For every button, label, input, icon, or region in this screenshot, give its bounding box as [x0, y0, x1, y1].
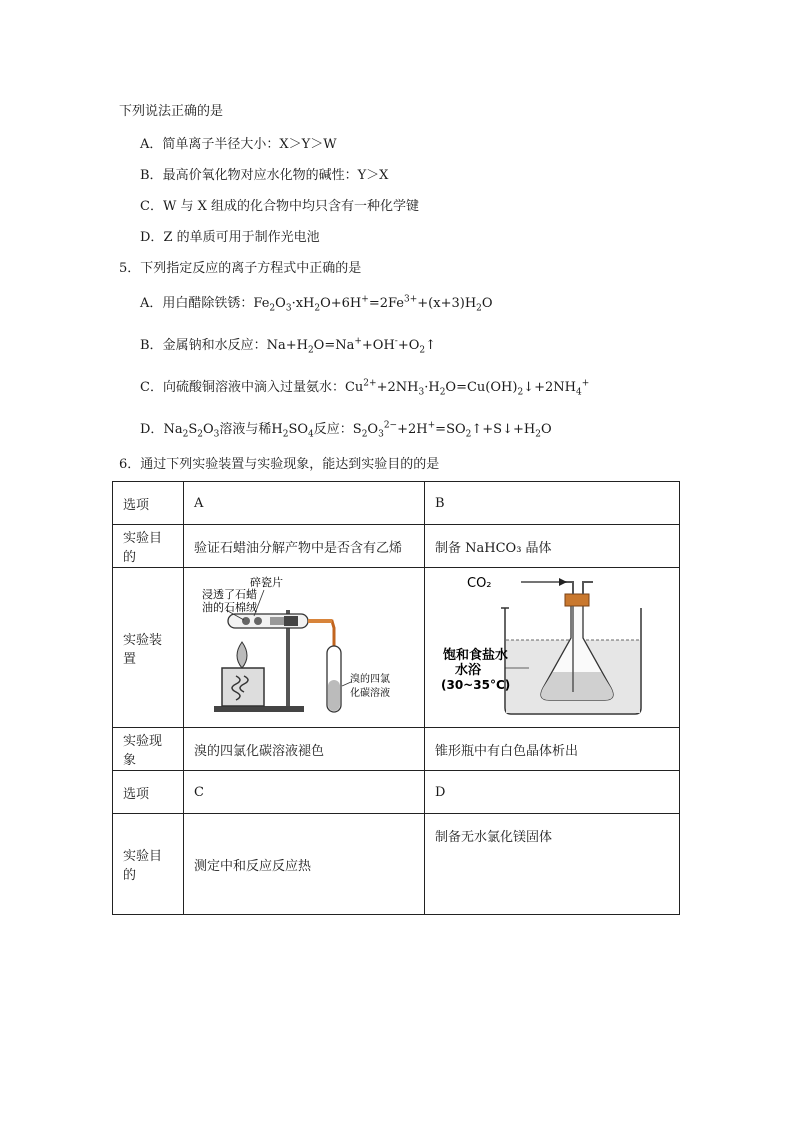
table-row — [113, 525, 680, 568]
q6-stem — [119, 456, 439, 474]
option-text: Z 的单质可用于制作光电池 — [163, 230, 320, 245]
option-text: 向硫酸铜溶液中滴入过量氨水： — [162, 380, 345, 395]
label-brine: 饱和食盐水 — [443, 648, 509, 663]
option-letter: B． — [140, 338, 163, 353]
q5-option-c — [140, 379, 589, 397]
q4-option-d — [140, 229, 320, 247]
cell-option-a: A — [184, 482, 425, 525]
option-letter: C． — [140, 199, 163, 214]
label-wool-1: 浸透了石蜡 — [202, 588, 257, 601]
option-text: 溶液与稀 — [219, 422, 272, 437]
label-bromine-2: 化碳溶液 — [350, 688, 390, 699]
table-row — [113, 728, 680, 771]
option-letter: D． — [140, 230, 164, 245]
option-letter: A． — [140, 296, 163, 311]
label-bath: 水浴 — [455, 663, 482, 678]
q4-option-b — [140, 167, 388, 185]
label-wool-2: 油的石棉绒 — [202, 601, 257, 614]
option-text: W 与 X 组成的化合物中均只含有一种化学键 — [162, 199, 419, 214]
cell-row-label: 选项 — [113, 771, 184, 814]
q5-stem — [119, 260, 361, 278]
label-co2: CO₂ — [467, 576, 492, 591]
cell-purpose-c: 测定中和反应反应热 — [184, 814, 425, 915]
cell-purpose-b: 制备 NaHCO₃ 晶体 — [425, 525, 680, 568]
equation: $S_2O_3^{2-}+2H^+=SO_2↑+S↓+H_2O$ — [352, 420, 552, 440]
cell-option-c: C — [184, 771, 425, 814]
q4-stem: 下列说法正确的是 — [119, 104, 224, 119]
label-bromine-1: 溴的四氯 — [350, 674, 390, 685]
formula: $H_2SO_4$ — [271, 422, 314, 440]
table-row — [113, 568, 680, 728]
q4-option-c — [140, 198, 419, 216]
label-shards: 碎瓷片 — [250, 576, 283, 589]
option-text: 用白醋除铁锈： — [162, 296, 254, 311]
apparatus-b-diagram — [425, 568, 679, 723]
equation: $Fe_2O_3\cdot xH_2O+6H^+=2Fe^{3+}+(x+3)H_2O$ — [253, 294, 493, 314]
cell-row-label: 实验现象 — [113, 728, 184, 771]
question-number: 5． — [119, 261, 141, 276]
cell-option-d: D — [425, 771, 680, 814]
cell-apparatus-a — [184, 568, 425, 728]
formula: $Na_2S_2O_3$ — [163, 422, 220, 440]
question-text: 下列指定反应的离子方程式中正确的是 — [140, 261, 362, 276]
cell-row-label: 实验目的 — [113, 814, 184, 915]
cell-phenomenon-b: 锥形瓶中有白色晶体析出 — [425, 728, 680, 771]
table-row — [113, 814, 680, 915]
cell-phenomenon-a: 溴的四氯化碳溶液褪色 — [184, 728, 425, 771]
cell-purpose-d: 制备无水氯化镁固体 — [425, 814, 680, 915]
equation: $Na+H_2O=Na^++OH^-+O_2↑$ — [266, 336, 437, 356]
option-letter: B． — [140, 168, 163, 183]
question-number: 6． — [119, 457, 141, 472]
option-text: 简单离子半径大小：X＞Y＞W — [162, 137, 337, 152]
q4-option-a — [140, 136, 337, 154]
cell-row-label: 实验装置 — [113, 568, 184, 728]
option-text: 反应： — [313, 422, 353, 437]
table-row — [113, 482, 680, 525]
cell-row-label: 实验目的 — [113, 525, 184, 568]
q5-option-d — [140, 421, 552, 439]
option-text: 金属钠和水反应： — [162, 338, 267, 353]
option-letter: A． — [140, 137, 163, 152]
experiment-table — [112, 481, 680, 915]
option-letter: C． — [140, 380, 163, 395]
table-row — [113, 771, 680, 814]
option-text: 最高价氧化物对应水化物的碱性：Y＞X — [162, 168, 389, 183]
option-letter: D． — [140, 422, 164, 437]
cell-option-b: B — [425, 482, 680, 525]
cell-purpose-a: 验证石蜡油分解产物中是否含有乙烯 — [184, 525, 425, 568]
q5-option-a — [140, 295, 493, 313]
cell-row-label: 选项 — [113, 482, 184, 525]
cell-apparatus-b — [425, 568, 680, 728]
equation: $Cu^{2+}+2NH_3\cdot H_2O=Cu(OH)_2↓+2NH_4^+$ — [344, 378, 590, 398]
apparatus-a-diagram — [184, 568, 424, 723]
question-text: 通过下列实验装置与实验现象，能达到实验目的的是 — [140, 457, 440, 472]
label-temp: (30~35°C) — [441, 678, 511, 692]
q5-option-b — [140, 337, 436, 355]
